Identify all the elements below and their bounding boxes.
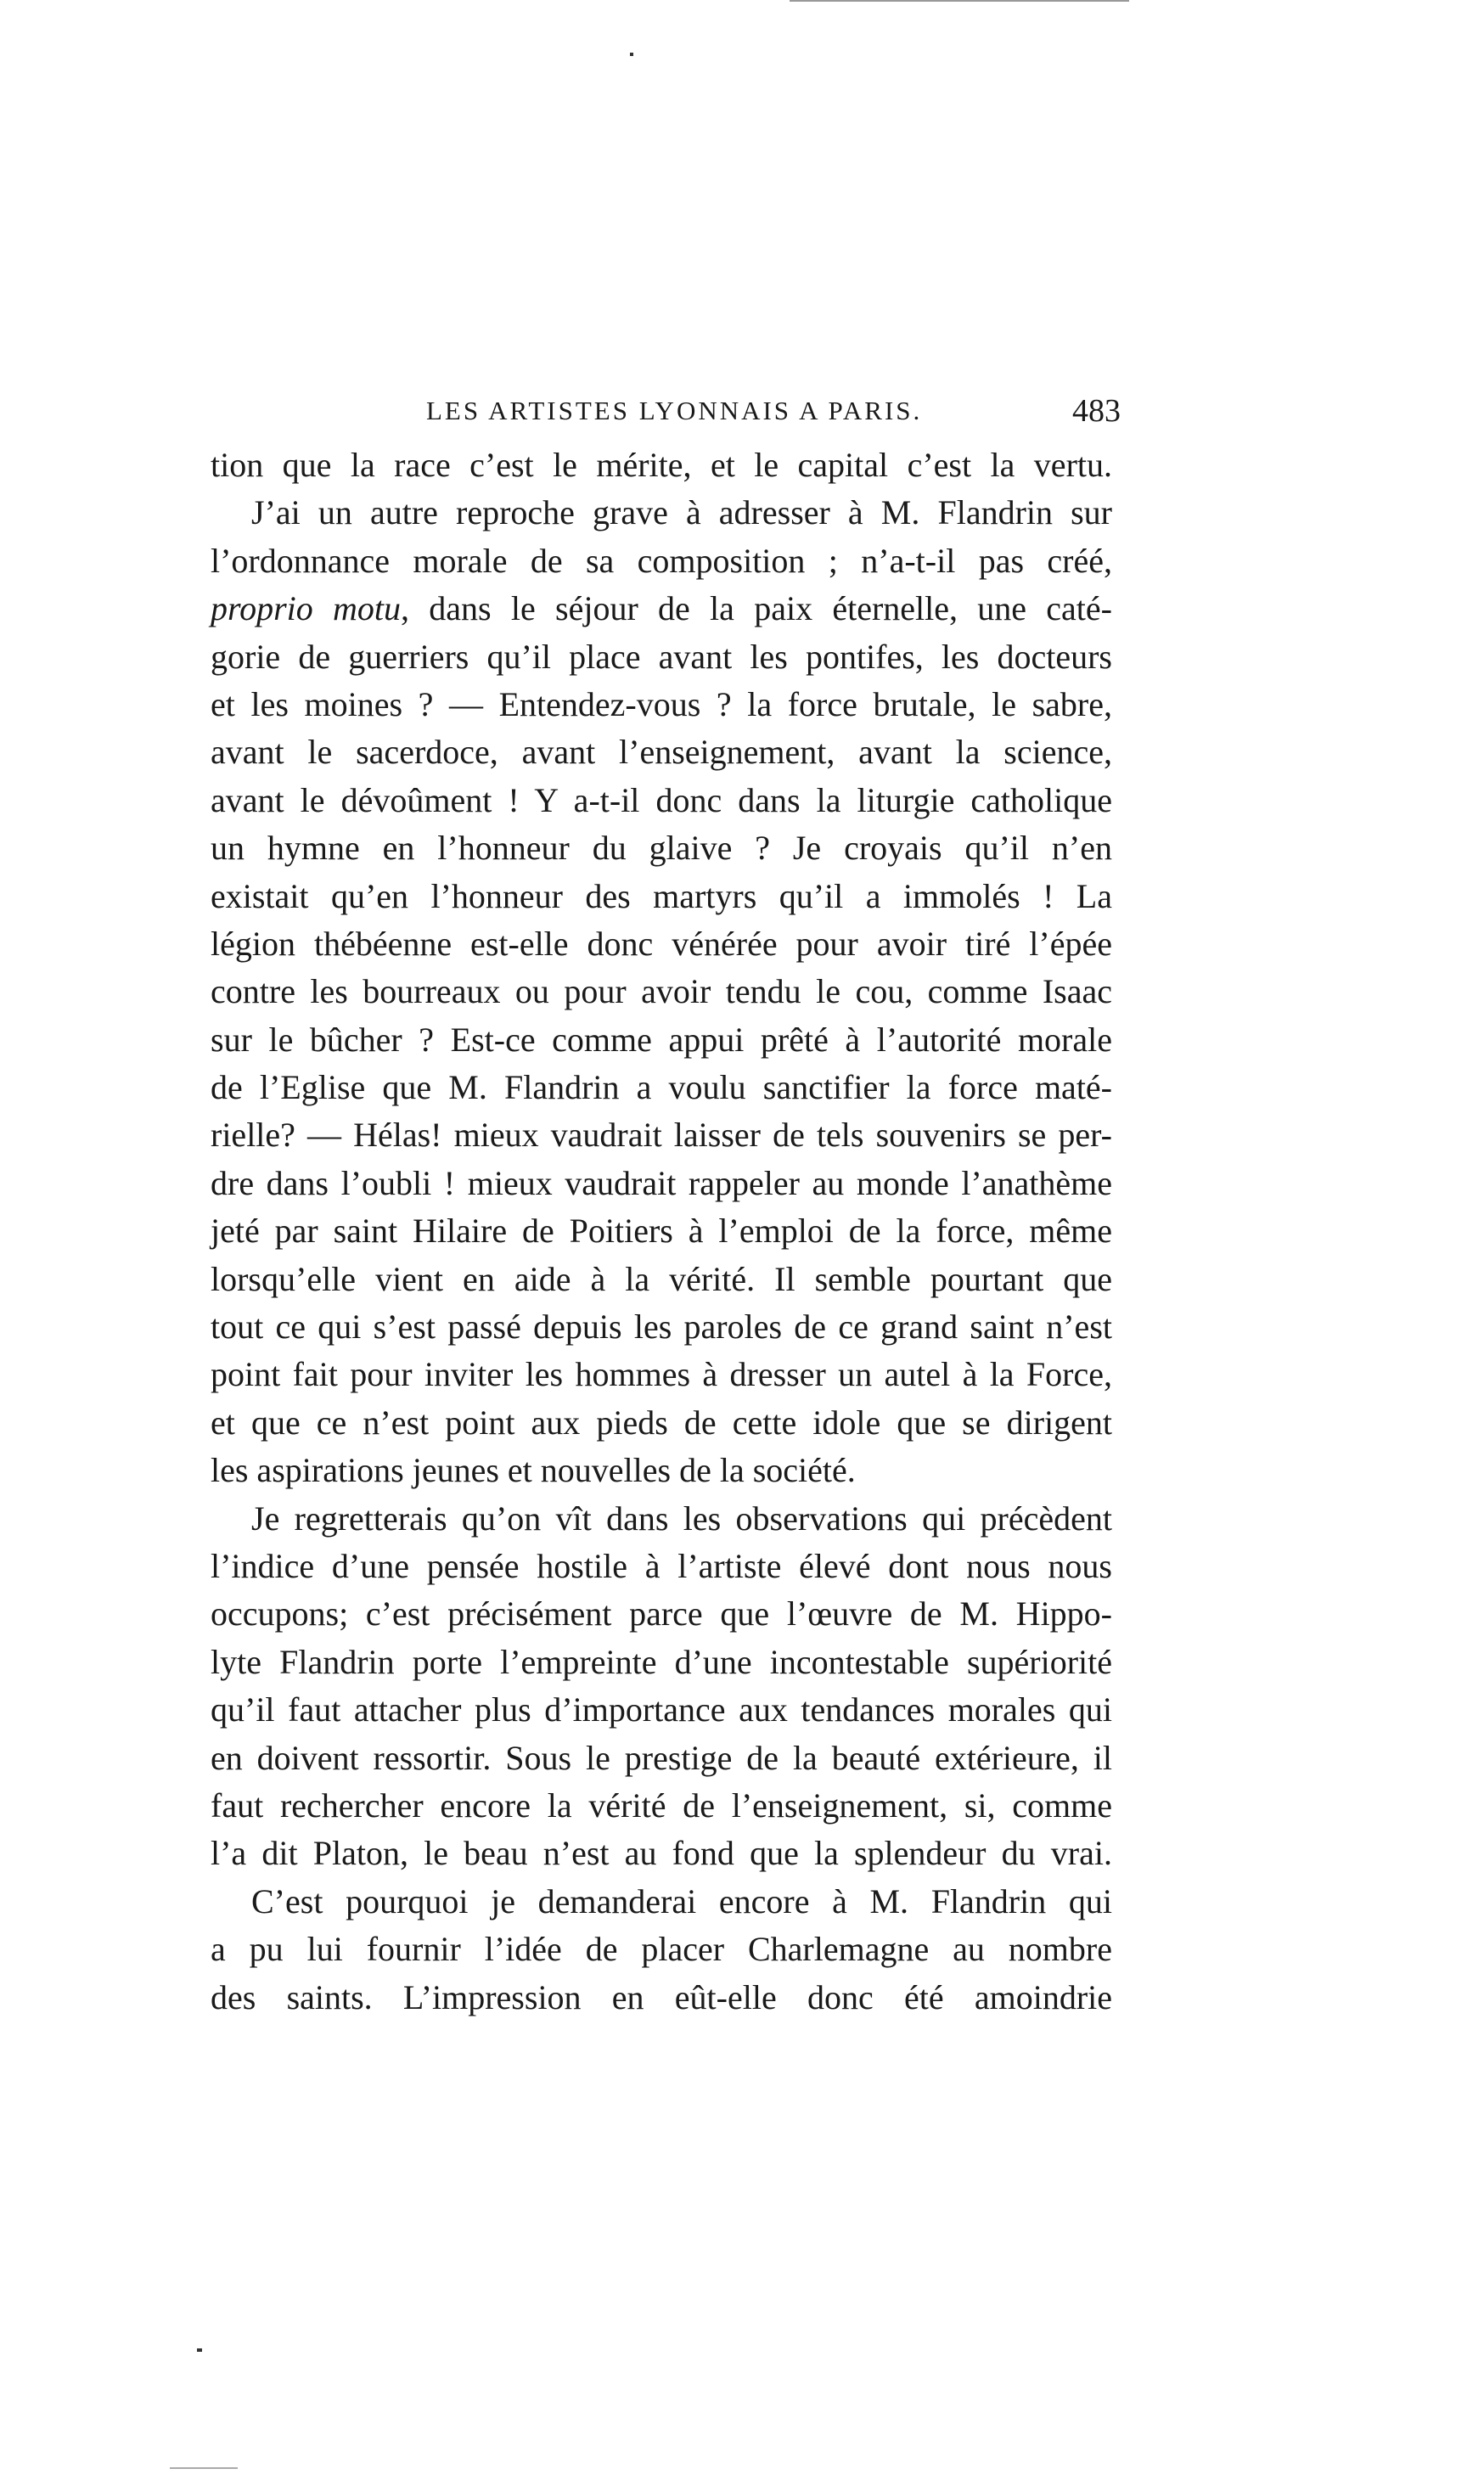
text-line: rielle? — Hélas! mieux vaudrait laisser de tels souvenirs se per- (211, 1116, 1112, 1155)
text-line (211, 585, 1112, 633)
text-line: lyte Flandrin porte l’empreinte d’une incontestable supériorité (211, 1642, 1112, 1681)
text-line: l’a dit Platon, le beau n’est au fond que la splendeur du vrai. (211, 1834, 1112, 1873)
speck-mark (630, 53, 633, 56)
text-line: les aspirations jeunes et nouvelles de la société. (211, 1451, 856, 1490)
text-line: lorsqu’elle vient en aide à la vérité. Il semble pourtant que (211, 1259, 1112, 1298)
text-line: occupons; c’est précisément parce que l’œuvre de M. Hippo- (211, 1594, 1112, 1634)
text-line: jeté par saint Hilaire de Poitiers à l’emploi de la force, même (211, 1212, 1112, 1251)
text-line: de l’Eglise que M. Flandrin a voulu sanctifier la force maté- (211, 1068, 1112, 1107)
text-line: sur le bûcher ? Est-ce comme appui prêté à l’autorité morale (211, 1020, 1112, 1059)
text-line: légion thébéenne est-elle donc vénérée pour avoir tiré l’épée (211, 924, 1112, 963)
text-line: l’ordonnance morale de sa composition ; n’a-t-il pas créé, (211, 541, 1112, 580)
text-line: tout ce qui s’est passé depuis les paroles de ce grand saint n’est (211, 1307, 1112, 1347)
bottom-rule-mark (170, 2467, 238, 2469)
text-line: Je regretterais qu’on vît dans les observations qui précèdent (251, 1499, 1112, 1538)
text-line: existait qu’en l’honneur des martyrs qu’il a immolés ! La (211, 876, 1112, 915)
text-line: qu’il faut attacher plus d’importance aux tendances morales qui (211, 1690, 1112, 1729)
text-line: a pu lui fournir l’idée de placer Charlemagne au nombre (211, 1930, 1112, 1969)
text-line: tion que la race c’est le mérite, et le capital c’est la vertu. (211, 446, 1112, 484)
text-line: C’est pourquoi je demanderai encore à M. Flandrin qui (251, 1881, 1112, 1920)
text-line: avant le sacerdoce, avant l’enseignement, avant la science, (211, 733, 1112, 772)
running-title: LES ARTISTES LYONNAIS A PARIS. (426, 396, 923, 425)
text-line: et les moines ? — Entendez-vous ? la force brutale, le sabre, (211, 684, 1112, 723)
text-line-rest: , dans le séjour de la paix éternelle, une caté- (401, 589, 1112, 628)
text-line: point fait pour inviter les hommes à dresser un autel à la Force, (211, 1355, 1112, 1394)
text-line: avant le dévoûment ! Y a-t-il donc dans la liturgie catholique (211, 780, 1112, 819)
text-line: des saints. L’impression en eût-elle donc été amoindrie (211, 1977, 1112, 2016)
text-line: contre les bourreaux ou pour avoir tendu le cou, comme Isaac (211, 972, 1112, 1011)
text-line: et que ce n’est point aux pieds de cette idole que se dirigent (211, 1403, 1112, 1442)
text-line: en doivent ressortir. Sous le prestige de la beauté extérieure, il (211, 1738, 1112, 1777)
text-line: faut rechercher encore la vérité de l’enseignement, si, comme (211, 1785, 1112, 1825)
text-line: un hymne en l’honneur du glaive ? Je croyais qu’il n’en (211, 829, 1112, 868)
body-text (211, 441, 1112, 2022)
page-header (212, 393, 1121, 438)
text-line: gorie de guerriers qu’il place avant les pontifes, les docteurs (211, 637, 1112, 676)
speck-mark (197, 2348, 202, 2352)
text-line: l’indice d’une pensée hostile à l’artiste élevé dont nous nous (211, 1546, 1112, 1585)
text-line: dre dans l’oubli ! mieux vaudrait rappeler au monde l’anathème (211, 1163, 1112, 1202)
top-rule-mark (790, 0, 1129, 2)
page-number: 483 (1072, 393, 1121, 429)
latin-phrase: proprio motu (211, 589, 402, 628)
text-line: J’ai un autre reproche grave à adresser à M. Flandrin sur (251, 493, 1112, 532)
